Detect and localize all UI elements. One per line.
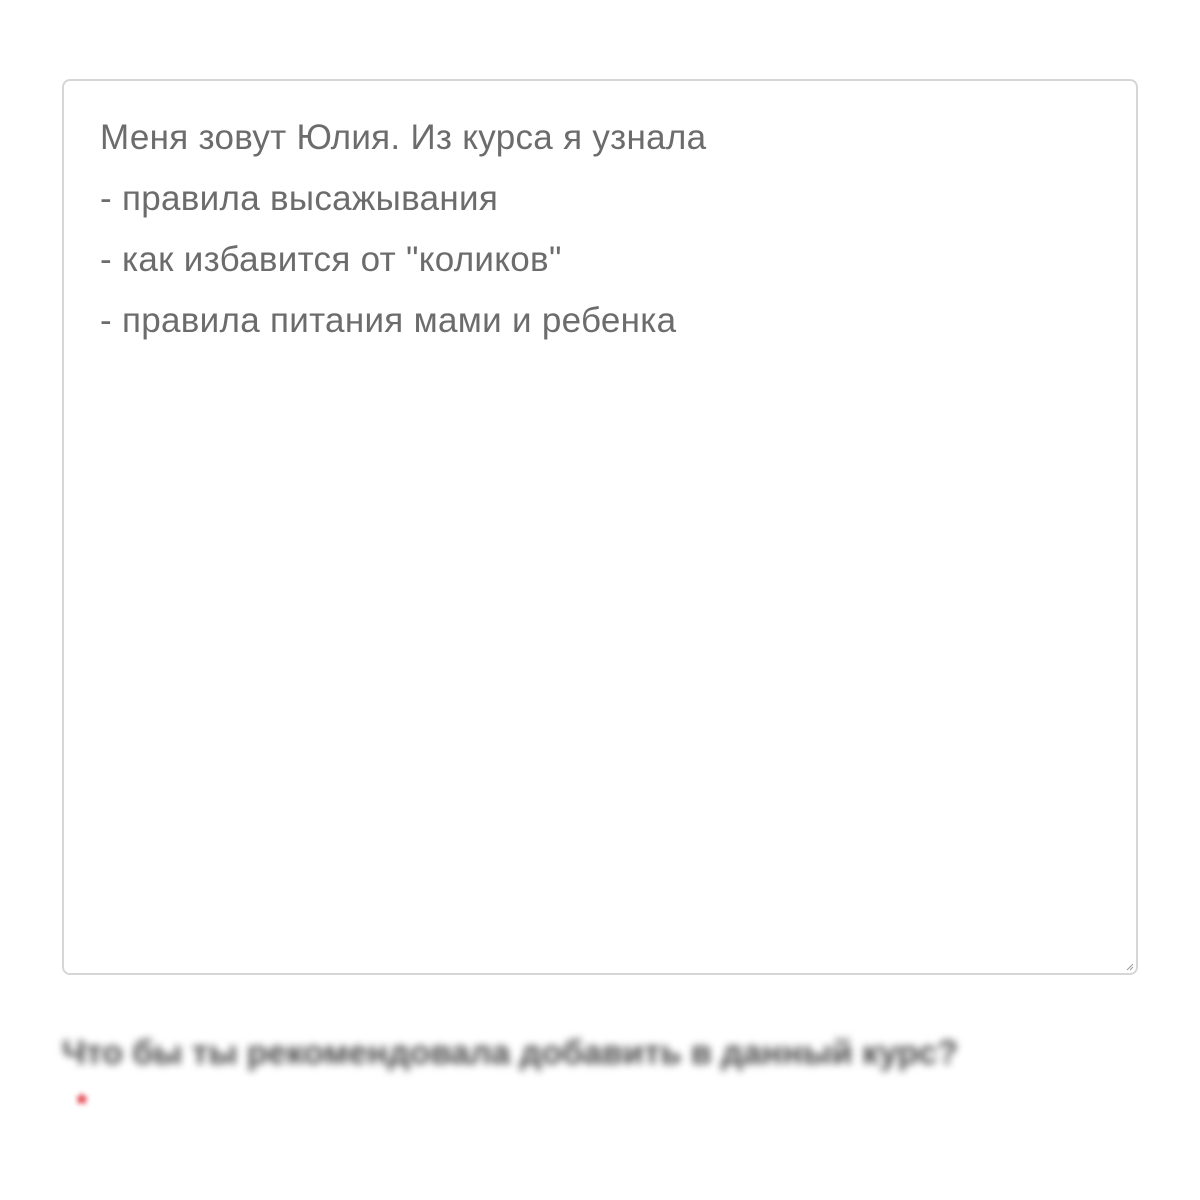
answer-line: Меня зовут Юлия. Из курса я узнала [100, 118, 707, 157]
answer-textarea[interactable] [62, 79, 1138, 975]
answer-line: - как избавится от "коликов" [100, 240, 562, 279]
answer-text[interactable] [100, 107, 1100, 351]
resize-handle-icon[interactable] [1124, 961, 1134, 971]
question-label: Что бы ты рекомендовала добавить в данный курс? [62, 1034, 959, 1072]
answer-line: - правила питания мами и ребенка [100, 301, 677, 340]
answer-line: - правила высажывания [100, 179, 499, 218]
required-mark: * [76, 1088, 88, 1121]
